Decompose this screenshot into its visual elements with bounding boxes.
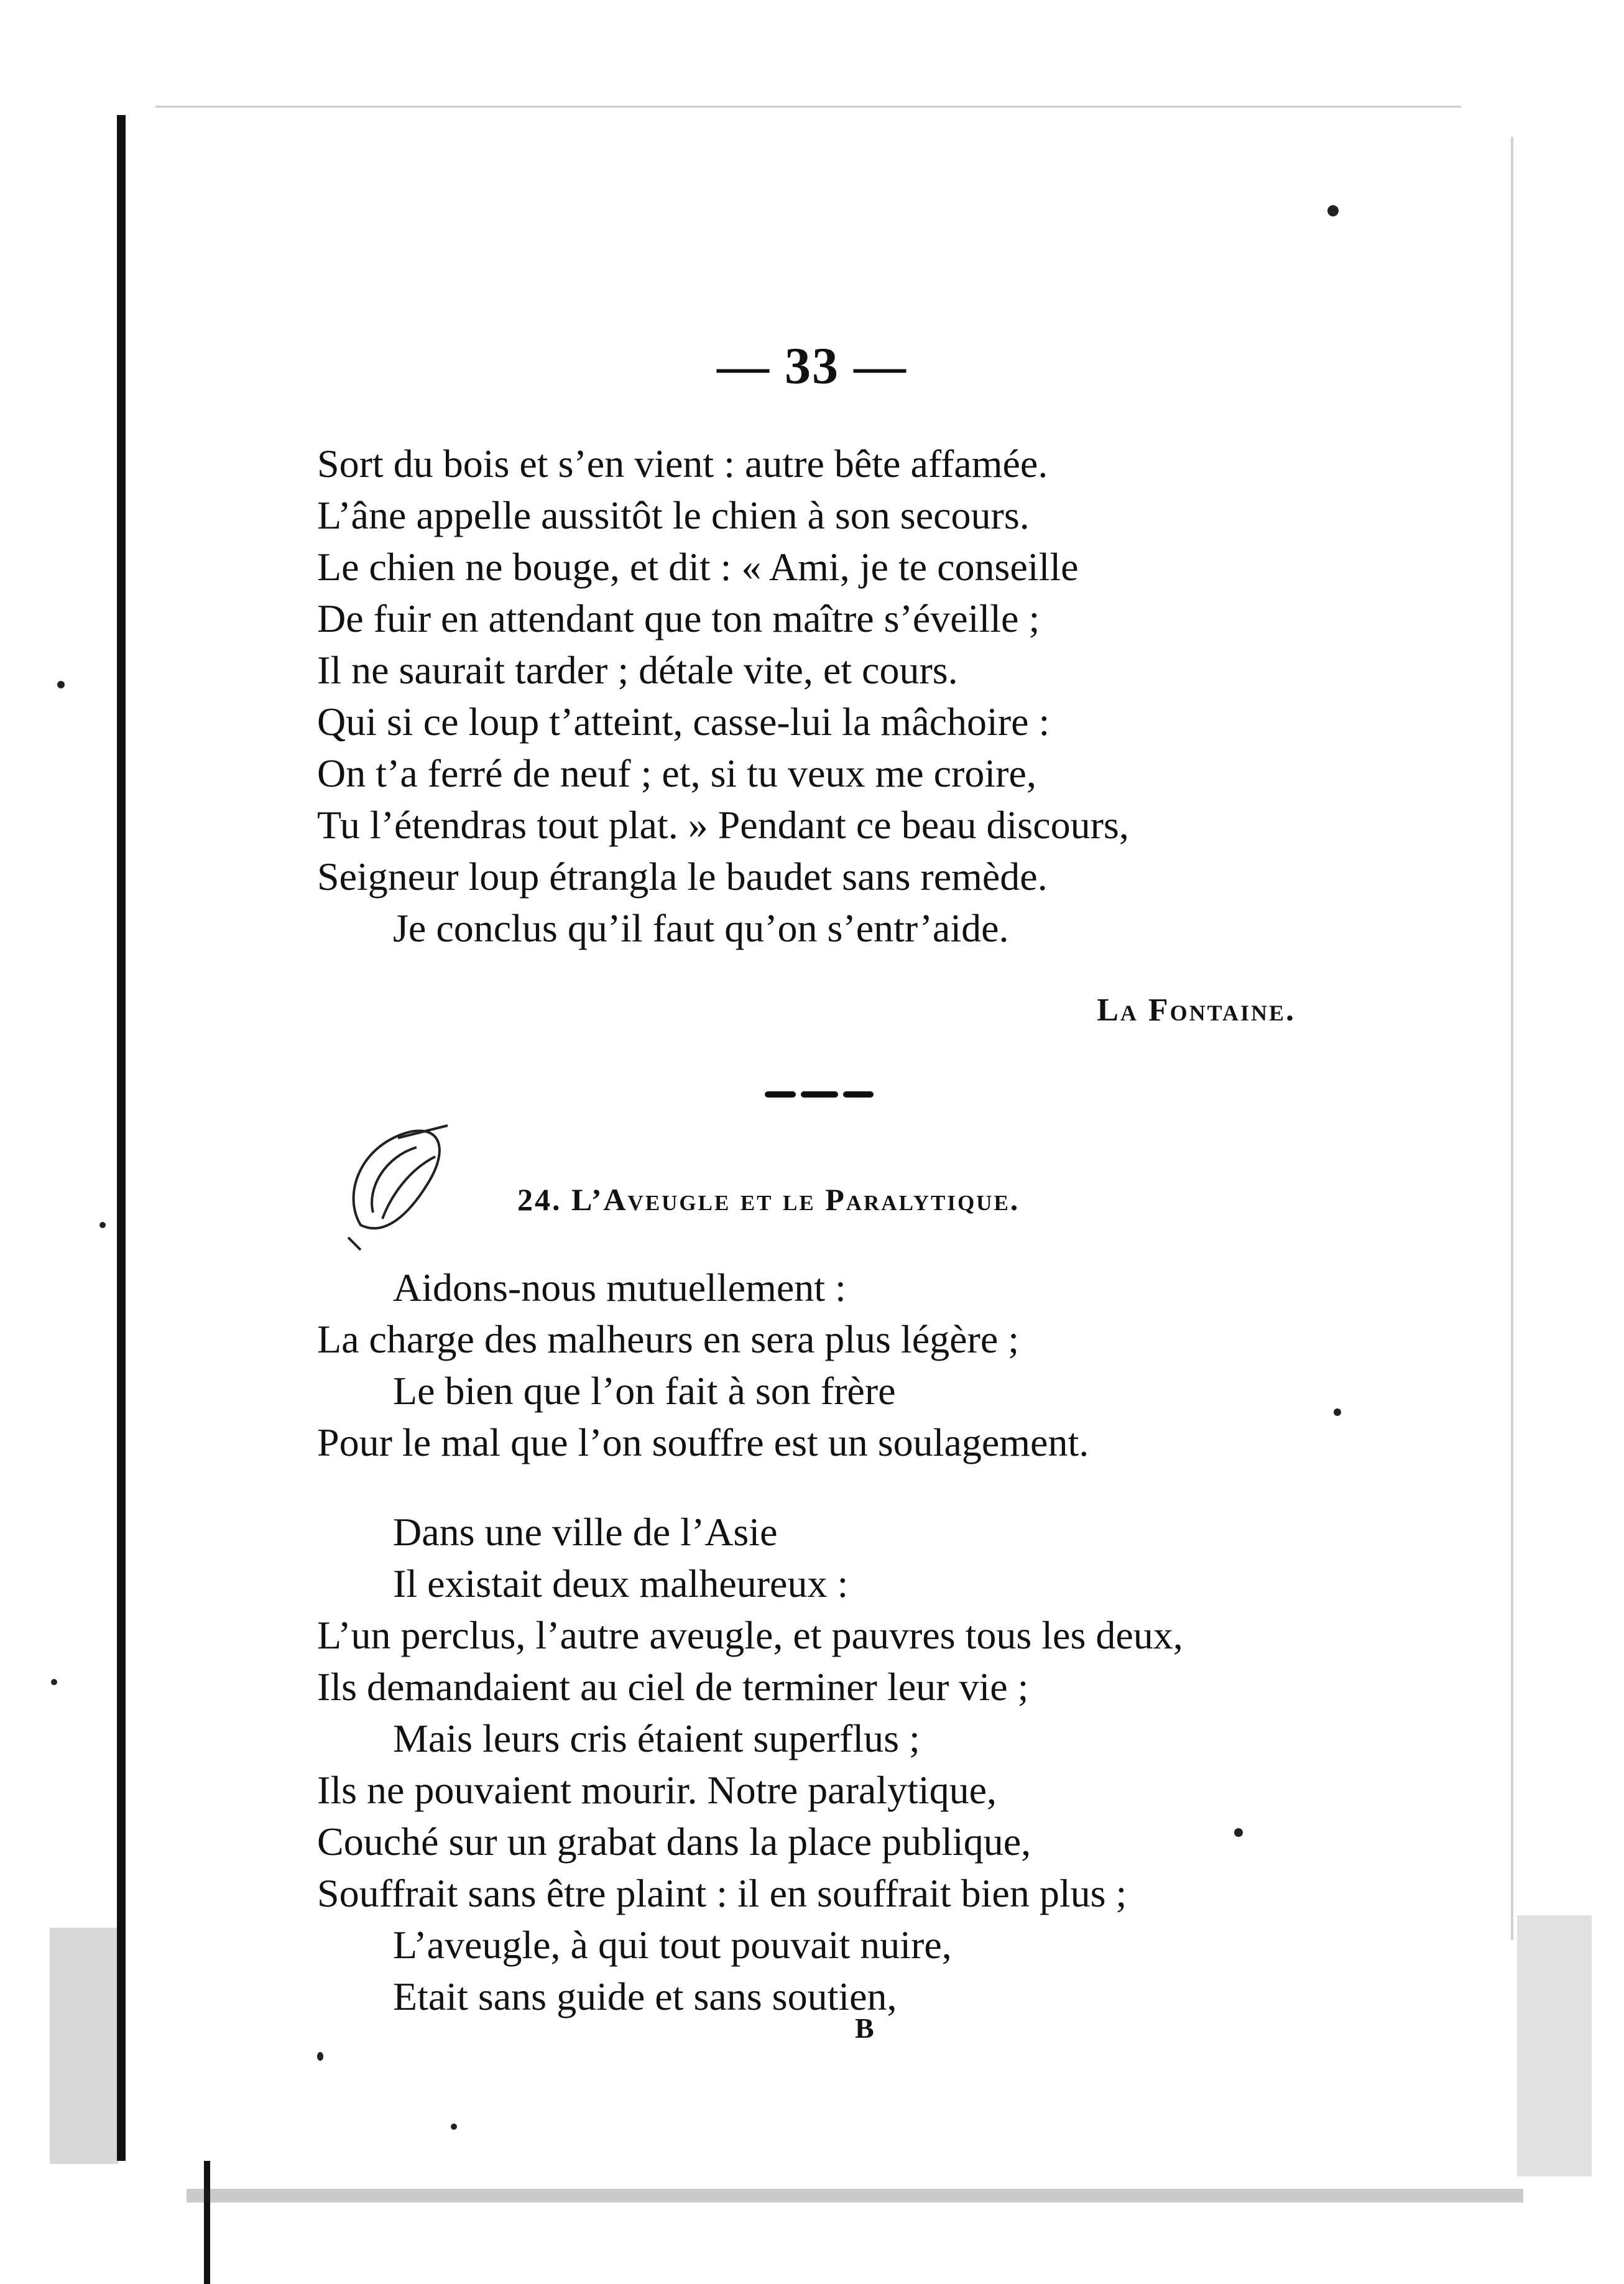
verse-line: Seigneur loup étrangla le baudet sans remède.	[317, 854, 1048, 899]
verse-line: La charge des malheurs en sera plus légère ;	[317, 1317, 1019, 1361]
verse-line: Pour le mal que l’on souffre est un soulagement.	[317, 1420, 1089, 1464]
verse-line: Mais leurs cris étaient superflus ;	[393, 1716, 920, 1760]
verse-line: Couché sur un grabat dans la place publique,	[317, 1819, 1031, 1864]
section-separator	[765, 1091, 874, 1099]
verse-line: De fuir en attendant que ton maître s’éveille ;	[317, 596, 1040, 640]
verse-line: Tu l’étendras tout plat. » Pendant ce beau discours,	[317, 803, 1129, 847]
verse-line: Etait sans guide et sans soutien,	[393, 1974, 897, 2018]
verse-line: Il ne saurait tarder ; détale vite, et cours.	[317, 648, 958, 692]
verse-line: Aidons-nous mutuellement :	[393, 1265, 846, 1310]
verse-line: Ils demandaient au ciel de terminer leur vie ;	[317, 1665, 1029, 1709]
pencil-mark	[336, 1119, 460, 1256]
verse-line: L’âne appelle aussitôt le chien à son secours.	[317, 493, 1030, 537]
verse-line: Le chien ne bouge, et dit : « Ami, je te conseille	[317, 545, 1079, 589]
printer-signature-mark: B	[855, 2012, 874, 2044]
verse-line: Sort du bois et s’en vient : autre bête affamée.	[317, 442, 1048, 486]
verse-line: Dans une ville de l’Asie	[393, 1510, 778, 1554]
author-attribution: La Fontaine.	[1097, 992, 1296, 1028]
verse-line: L’aveugle, à qui tout pouvait nuire,	[393, 1923, 952, 1967]
verse-line: Souffrait sans être plaint : il en souffrait bien plus ;	[317, 1871, 1127, 1915]
verse-line: Il existait deux malheureux :	[393, 1561, 849, 1606]
verse-line: Ils ne pouvaient mourir. Notre paralytique,	[317, 1768, 997, 1812]
fable-title: 24. L’Aveugle et le Paralytique.	[517, 1182, 1020, 1217]
verse-line: L’un perclus, l’autre aveugle, et pauvres tous les deux,	[317, 1613, 1183, 1657]
verse-line: Je conclus qu’il faut qu’on s’entr’aide.	[393, 906, 1009, 950]
page-number: — 33 —	[717, 337, 907, 395]
verse-line: Le bien que l’on fait à son frère	[393, 1369, 896, 1413]
verse-line: Qui si ce loup t’atteint, casse-lui la mâchoire :	[317, 700, 1050, 744]
verse-line: On t’a ferré de neuf ; et, si tu veux me croire,	[317, 751, 1036, 795]
